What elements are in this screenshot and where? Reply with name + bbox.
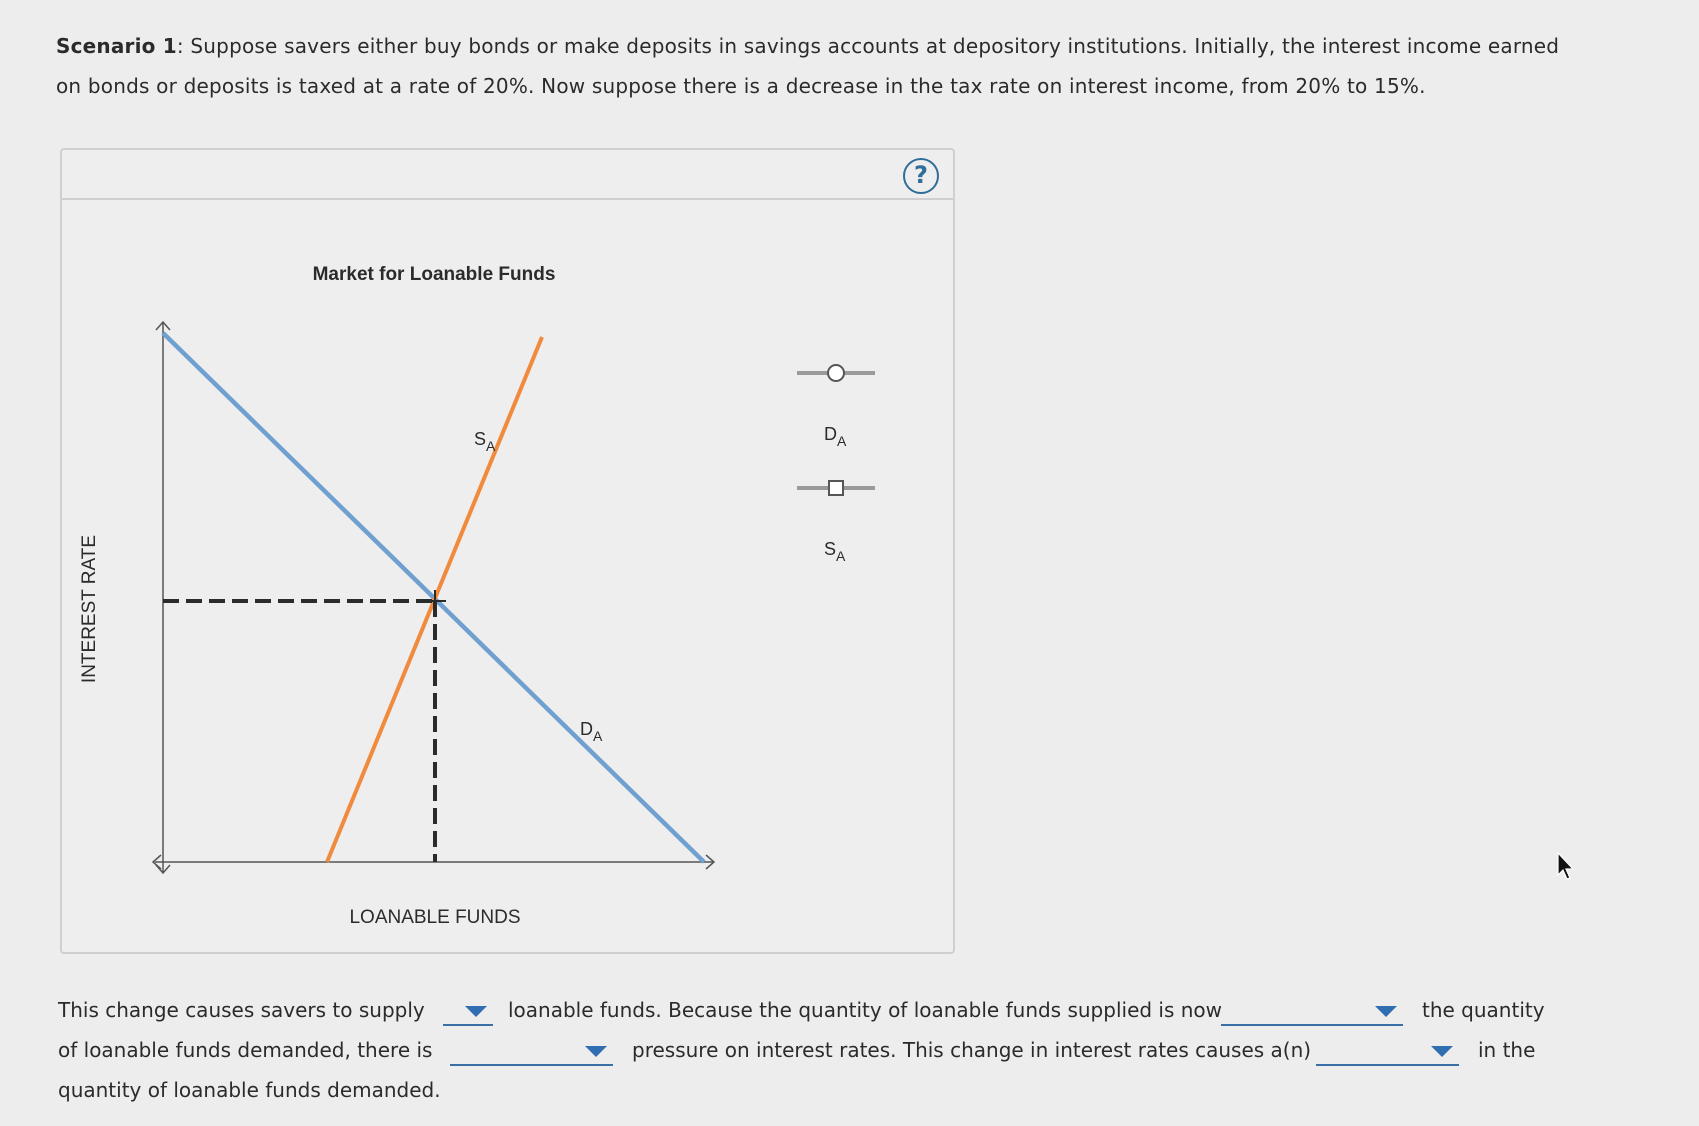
question-circle-icon: ? xyxy=(914,161,928,189)
scenario-label: Scenario 1 xyxy=(56,34,177,58)
caret-down-icon xyxy=(465,1006,487,1017)
graph-panel xyxy=(60,148,955,954)
pressure-direction-dropdown[interactable] xyxy=(450,1038,613,1066)
graph-title: Market for Loanable Funds xyxy=(312,264,556,285)
caret-down-icon xyxy=(1375,1006,1397,1017)
demand-tool-label: $D_A$ xyxy=(824,424,847,449)
y-axis-label: INTEREST RATE xyxy=(79,534,100,684)
circle-handle-icon xyxy=(828,365,844,381)
question-part-2: loanable funds. Because the quantity of loanable funds supplied is now xyxy=(508,998,1223,1022)
question-part-5: pressure on interest rates. This change in interest rates causes a(n) xyxy=(632,1038,1312,1062)
demand-tool[interactable] xyxy=(797,365,875,449)
square-handle-icon xyxy=(829,481,843,495)
supply-tool[interactable] xyxy=(797,481,875,564)
question-part-6: in the xyxy=(1478,1038,1536,1062)
graph-canvas xyxy=(62,150,957,956)
caret-down-icon xyxy=(585,1046,607,1057)
question-line-1 xyxy=(58,990,1558,1030)
supply-change-dropdown[interactable] xyxy=(443,998,493,1026)
question-part-3: the quantity xyxy=(1422,998,1545,1022)
scenario-text xyxy=(56,26,1576,106)
question-line-2 xyxy=(58,1030,1558,1070)
demand-curve-label: $D_A$ xyxy=(580,719,603,744)
question-text xyxy=(58,990,1558,1110)
supply-curve-label: $S_A$ xyxy=(474,429,496,454)
caret-down-icon xyxy=(1431,1046,1453,1057)
mouse-cursor-icon xyxy=(1556,851,1578,883)
question-part-1: This change causes savers to supply xyxy=(58,998,425,1022)
supply-tool-label: $S_A$ xyxy=(824,539,846,564)
scenario-body: : Suppose savers either buy bonds or make deposits in savings accounts at depository institutions. Initially, the interest income earned on bonds or deposits is taxed at a rate of 20%. Now suppose there is a decrease in the tax rate on interest income, from 20% to 15%. xyxy=(56,34,1560,98)
question-part-7: quantity of loanable funds demanded. xyxy=(58,1078,441,1102)
supplied-vs-demanded-dropdown[interactable] xyxy=(1221,998,1403,1026)
x-axis-label: LOANABLE FUNDS xyxy=(349,907,521,928)
demand-quantity-change-dropdown[interactable] xyxy=(1316,1038,1459,1066)
question-part-4: of loanable funds demanded, there is xyxy=(58,1038,433,1062)
question-line-3 xyxy=(58,1070,1558,1110)
